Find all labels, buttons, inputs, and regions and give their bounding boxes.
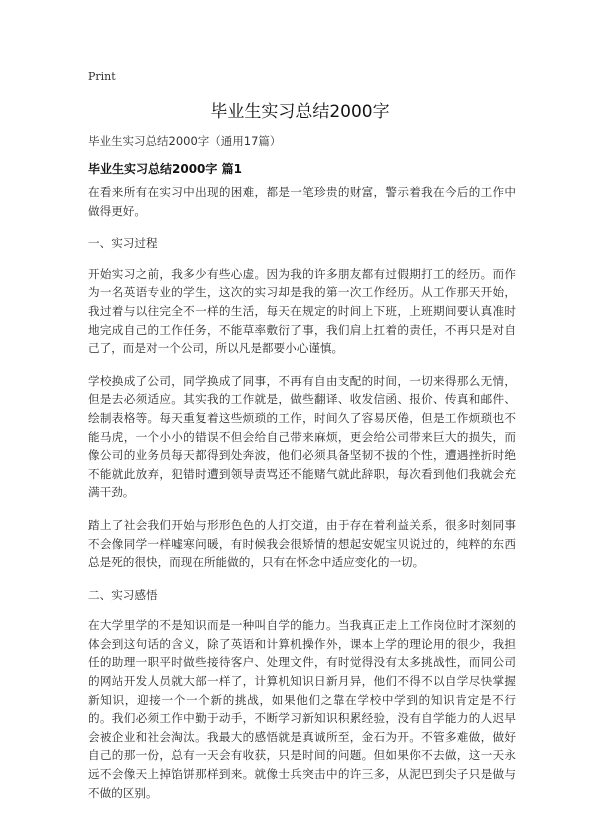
article-body: [88, 183, 516, 816]
print-link[interactable]: Print: [88, 70, 116, 83]
section-heading-insights: 二、实习感悟: [88, 587, 158, 602]
body-paragraph: 学校换成了公司，同学换成了同事，不再有自由支配的时间，一切来得那么无情，但是去必须适应。其实我的工作就是，做些翻译、收发信函、报价、传真和邮件、绘制表格等。每天重复着这些烦琐的工作，时间久了容易厌倦，但是工作烦琐也不能马虎，一个小小的错误不但会给自己带来麻烦，更会给公司带来巨大的损失，而像公司的业务员每天都得到处奔波，他们必须具备坚韧不拔的个性，遭遇挫折时绝不能就此放弃，犯错时遭到领导责骂还不能赌气就此辞职，每次看到他们我就会充满干劲。: [88, 373, 516, 500]
section-heading-process: 一、实习过程: [88, 236, 158, 251]
intro-paragraph: 在看来所有在实习中出现的困难，都是一笔珍贵的财富，警示着我在今后的工作中做得更好。: [88, 185, 516, 218]
body-paragraph: 在大学里学的不是知识而是一种叫自学的能力。当我真正走上工作岗位时才深刻的体会到这句话的含义，除了英语和计算机操作外，课本上学的理论用的很少，我担任的助理一职平时做些接待客户、处理文件，有时觉得没有太多挑战性，而同公司的网站开发人员就大部一样了，计算机知识日新月异，他们不得不以自学尽快掌握新知识，迎接一个一个新的挑战，如果他们之靠在学校中学到的知识肯定是不行的。我们必须工作中勤于动手，不断学习新知识积累经验，没有自学能力的人迟早会被企业和社会淘汰。我最大的感悟就是真诚所至，金石为开。不管多难做，做好自己的那一份，总有一天会有收获，只是时间的问题。但如果你不去做，这一天永远不会像天上掉馅饼那样到来。就像士兵突击中的许三多，从泥巴到尖子只是做与不做的区别。: [88, 618, 516, 800]
page-title: 毕业生实习总结2000字: [210, 102, 390, 122]
document-subtitle: 毕业生实习总结2000字（通用17篇）: [88, 134, 282, 148]
body-paragraph: 开始实习之前，我多少有些心虚。因为我的许多朋友都有过假期打工的经历。而作为一名英语专业的学生，这次的实习却是我的第一次工作经历。从工作那天开始，我过着与以往完全不一样的生活，每天在规定的时间上下班，上班期间要认真准时地完成自己的工作任务，不能草率敷衍了事，我们肩上扛着的责任，不再只是对自己了，而是对一个公司，所以凡是都要小心谨慎。: [88, 266, 516, 356]
body-paragraph: 踏上了社会我们开始与形形色色的人打交道，由于存在着利益关系，很多时刻同事不会像同学一样嘘寒问暖，有时候我会很矫情的想起安妮宝贝说过的，纯粹的东西总是死的很快，而现在所能做的，只有在怀念中适应变化的一切。: [88, 517, 516, 570]
section-title: 毕业生实习总结2000字 篇1: [88, 162, 242, 176]
